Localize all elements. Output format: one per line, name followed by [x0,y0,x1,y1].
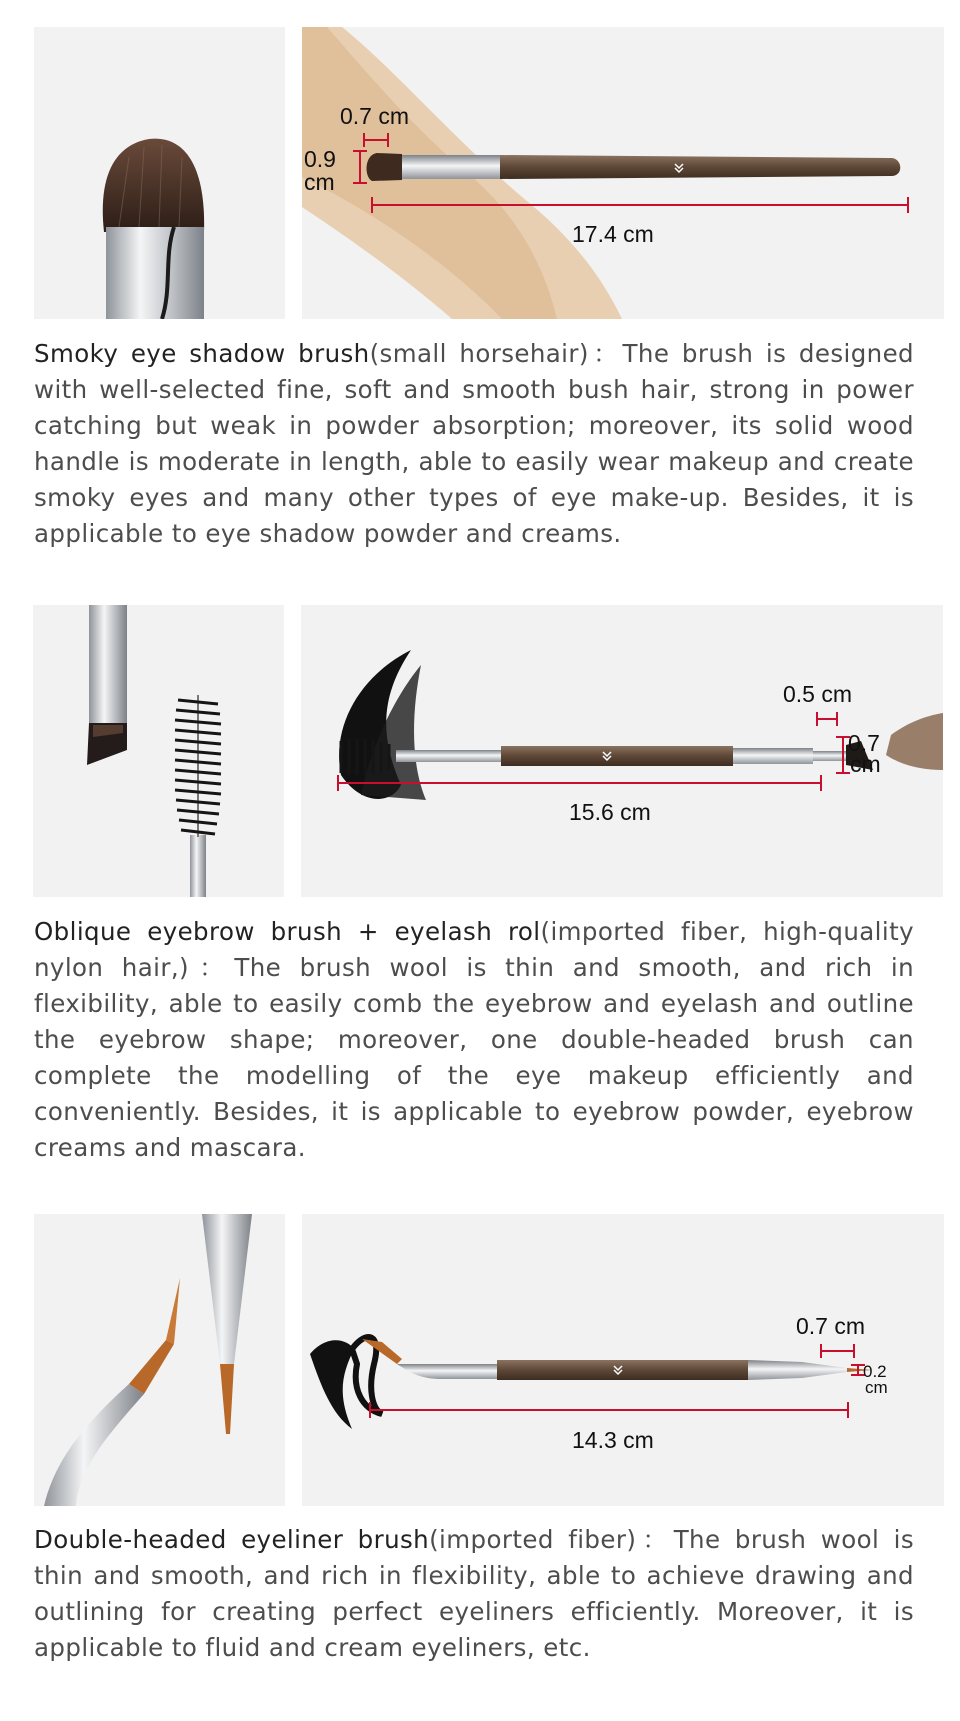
product-title-1: Smoky eye shadow brush [34,339,370,368]
length-label-1: 17.4 cm [572,221,654,247]
head-height-unit-2: cm [850,751,881,777]
product-spec-1: (small horsehair)： [369,339,623,368]
product-description-3 [34,1522,914,1666]
head-width-label-1: 0.7 cm [340,103,410,129]
product-title-3: Double-headed eyeliner brush [34,1525,430,1554]
eyeliner-swatch [310,1340,354,1429]
product-title-2: Oblique eyebrow brush + eyelash rol [34,917,541,946]
product-body-1: The brush is designed with well-selected fine, soft and smooth bush hair, strong in power catching but weak in powder absorption; moreover, its solid wood handle is moderate in length, able to easily wear makeup and create smoky eyes and many other types of eye make-up. Besides, it is applicable to eye shadow powder and creams. [34,339,915,548]
head-height-value-3: 0.2 [863,1362,887,1381]
head-width-label-2: 0.5 cm [783,681,853,707]
product-body-3: The brush wool is thin and smooth, and rich in flexibility, able to achieve drawing and outlining for creating perfect eyeliners efficiently. Moreover, it is applicable to fluid and cream eyeliners, etc. [34,1525,914,1662]
head-height-unit-3: cm [865,1378,888,1397]
length-label-2: 15.6 cm [569,799,651,825]
head-width-label-3: 0.7 cm [796,1313,866,1339]
brush-full-image-3 [302,1214,944,1506]
product-spec-3: (imported fiber)： [429,1525,674,1554]
head-height-unit-1: cm [304,169,335,195]
product-spec-2: (imported fiber, high-quality nylon hair,)： [34,917,914,982]
head-height-value-1: 0.9 [304,146,336,172]
product-body-2: The brush wool is thin and smooth, and rich in flexibility, able to easily comb the eyebrow and eyelash and outline the eyebrow shape; moreover, one double-headed brush can complete the modelling of the eye makeup efficiently and conveniently. Besides, it is applicable to eyebrow powder, eyebrow creams and mascara. [34,953,915,1162]
head-height-value-2: 0.7 [848,730,880,756]
length-label-3: 14.3 cm [572,1427,654,1453]
brush-closeup-image-3 [34,1214,285,1506]
